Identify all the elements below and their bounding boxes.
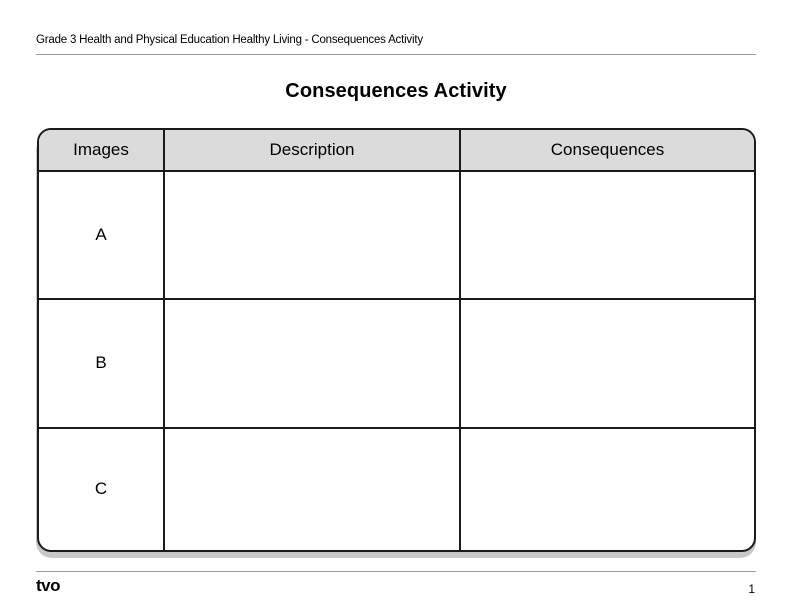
tvo-logo: tvo xyxy=(36,576,60,595)
description-cell-a xyxy=(164,171,460,299)
row-label-a: A xyxy=(39,171,164,299)
consequences-cell-c xyxy=(460,428,754,550)
table-row xyxy=(39,299,754,427)
row-label-b: B xyxy=(39,299,164,427)
page-number: 1 xyxy=(748,582,755,596)
table-row xyxy=(39,171,754,299)
page-title: Consequences Activity xyxy=(285,80,507,102)
consequences-table xyxy=(37,128,756,552)
column-header-images: Images xyxy=(39,130,164,171)
consequences-cell-a xyxy=(460,171,754,299)
column-header-description: Description xyxy=(164,130,460,171)
consequences-cell-b xyxy=(460,299,754,427)
table-row xyxy=(39,428,754,550)
row-label-c: C xyxy=(39,428,164,550)
document-header: Grade 3 Health and Physical Education Healthy Living - Consequences Activity xyxy=(36,34,423,46)
table-header-row xyxy=(39,130,754,171)
footer-divider xyxy=(36,571,756,572)
description-cell-b xyxy=(164,299,460,427)
column-header-consequences: Consequences xyxy=(460,130,754,171)
description-cell-c xyxy=(164,428,460,550)
header-divider xyxy=(36,54,756,55)
